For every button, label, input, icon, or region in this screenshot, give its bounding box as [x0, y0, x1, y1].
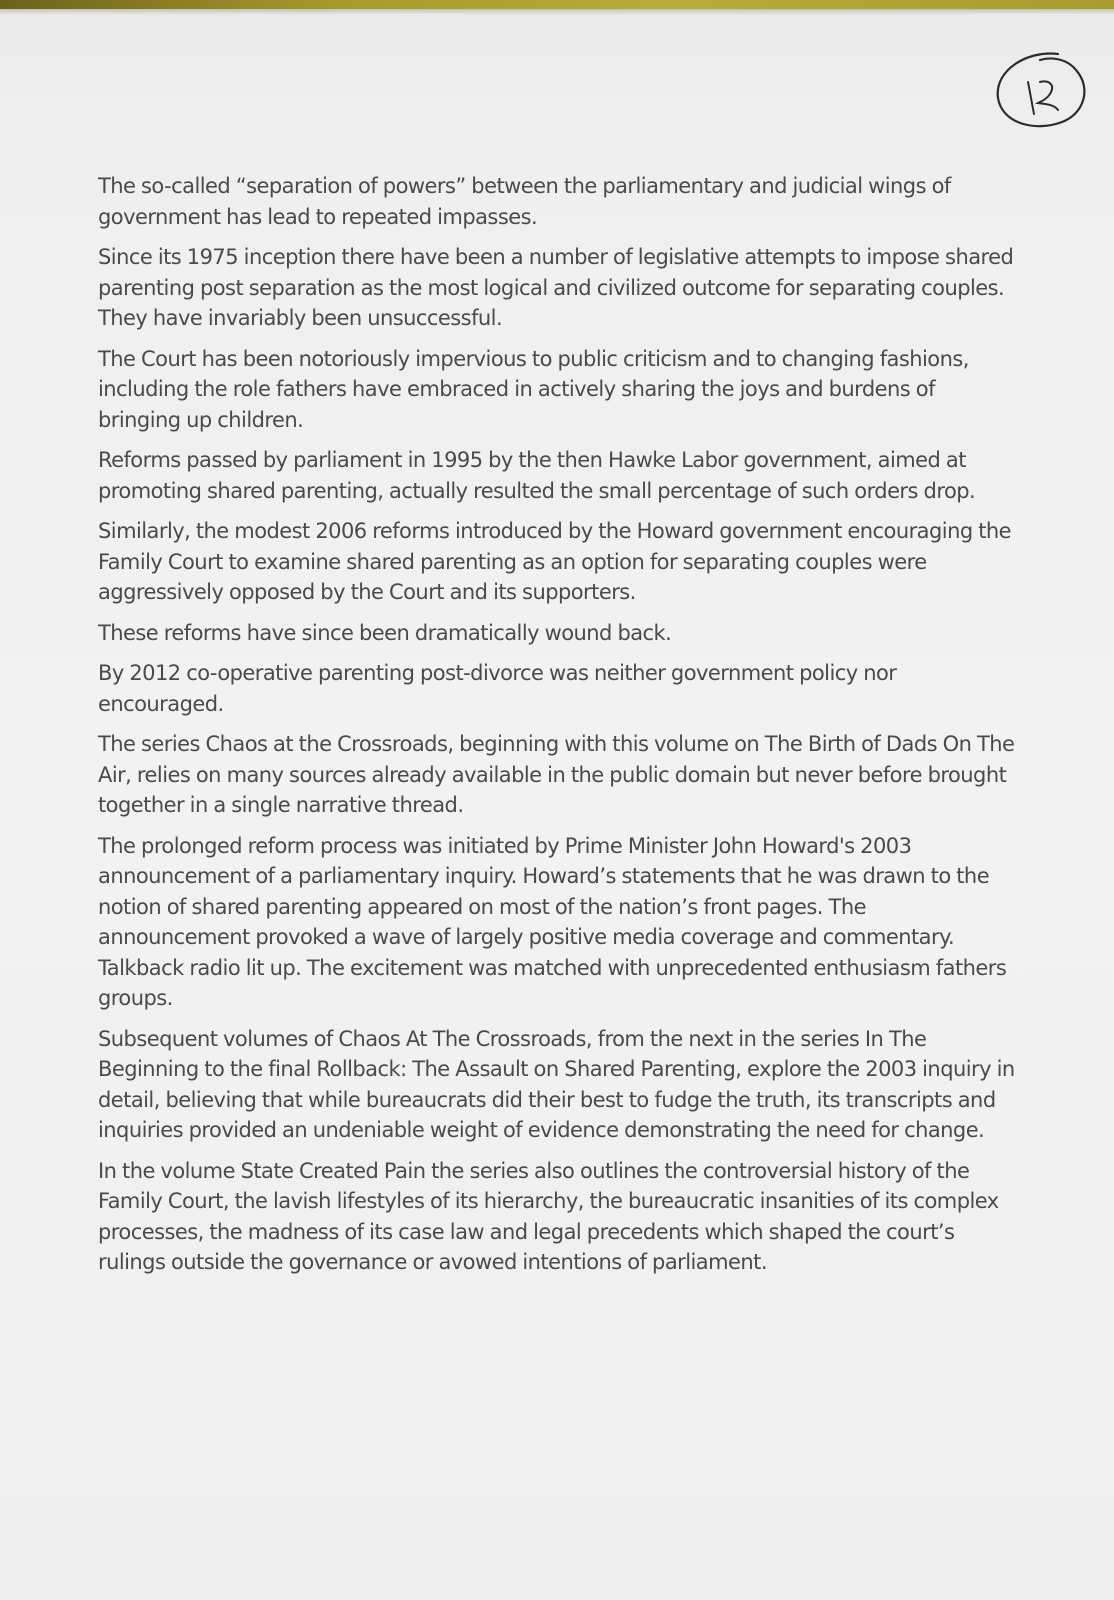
paragraph-2: Since its 1975 inception there have been a number of legislative attempts to impose shared parenting post separation as the most logical and civilized outcome for separating couples. They have invariably been unsuccessful. [98, 245, 1014, 330]
paragraph-3: The Court has been notoriously impervious to public criticism and to changing fashions, including the role fathers have embraced in actively sharing the joys and burdens of bringing up children. [98, 346, 969, 432]
paragraph-5: Similarly, the modest 2006 reforms introduced by the Howard government encouraging the Family Court to examine shared parenting as an option for separating couples were aggressively opposed by the Court and its supporters. [98, 519, 1012, 604]
paragraph-6: These reforms have since been dramatically wound back. [98, 620, 672, 645]
page-top-edge [0, 0, 1114, 9]
circled-page-number-mark [988, 48, 1098, 138]
page-top-shadow [0, 9, 1114, 15]
body-text [98, 171, 1018, 1288]
paragraph-4: Reforms passed by parliament in 1995 by the then Hawke Labor government, aimed at promoting shared parenting, actually resulted the small percentage of such orders drop. [98, 448, 976, 503]
paragraph-9: The prolonged reform process was initiated by Prime Minister John Howard's 2003 announcement of a parliamentary inquiry. Howard’s statements that he was drawn to the notion of shared parenting appeared on most of the nation’s front pages. The announcement provoked a wave of largely positive media coverage and commentary. Talkback radio lit up. The excitement was matched with unprecedented enthusiasm fathers groups. [98, 833, 1007, 1010]
paragraph-10: Subsequent volumes of Chaos At The Crossroads, from the next in the series In The Beginning to the final Rollback: The Assault on Shared Parenting, explore the 2003 inquiry in detail, believing that while bureaucrats did their best to fudge the truth, its transcripts and inquiries provided an undeniable weight of evidence demonstrating the need for change. [98, 1026, 1015, 1142]
handwritten-page-number [988, 48, 1098, 138]
paragraph-7: By 2012 co-operative parenting post-divorce was neither government policy nor encouraged. [98, 661, 897, 716]
paragraph-1: The so-called “separation of powers” between the parliamentary and judicial wings of government has lead to repeated impasses. [98, 174, 951, 229]
paragraph-11: In the volume State Created Pain the series also outlines the controversial history of the Family Court, the lavish lifestyles of its hierarchy, the bureaucratic insanities of its complex processes, the madness of its case law and legal precedents which shaped the court’s rulings outside the governance or avowed intentions of parliament. [98, 1158, 999, 1274]
paragraph-8: The series Chaos at the Crossroads, beginning with this volume on The Birth of Dads On The Air, relies on many sources already available in the public domain but never before brought together in a single narrative thread. [98, 732, 1015, 817]
